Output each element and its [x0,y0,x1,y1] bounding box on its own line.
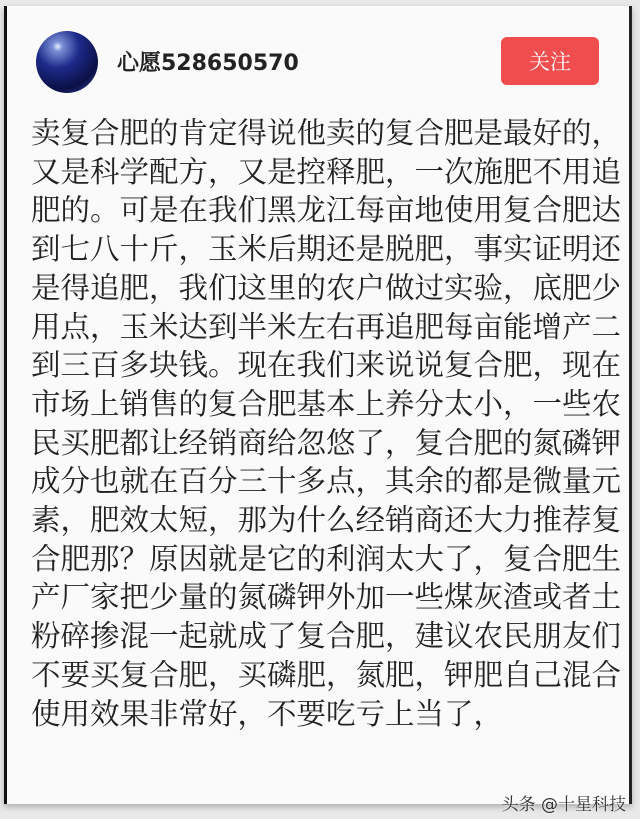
content-line: 成分也就在百分三十多点，其余的都是微量元 [31,464,622,499]
content-line: 产厂家把少量的氮磷钾外加一些煤灰渣或者土 [31,580,622,615]
post-content [31,114,622,733]
content-line: 又是科学配方，又是控释肥，一次施肥不用追 [31,154,622,189]
content-line: 合肥那？原因就是它的利润太大了，复合肥生 [31,541,622,576]
content-line: 用点，玉米达到半米左右再追肥每亩能增产二 [31,309,622,344]
content-line: 到三百多块钱。现在我们来说说复合肥，现在 [31,348,622,383]
content-line: 肥的。可是在我们黑龙江每亩地使用复合肥达 [31,193,622,228]
follow-button[interactable]: 关注 [501,37,599,85]
content-line: 到七八十斤，玉米后期还是脱肥，事实证明还 [31,232,622,267]
watermark: 头条 @十星科技 [501,795,626,815]
content-line: 使用效果非常好，不要吃亏上当了， [31,696,504,731]
content-line: 粉碎掺混一起就成了复合肥，建议农民朋友们 [31,619,622,654]
content-line: 市场上销售的复合肥基本上养分太小，一些农 [31,386,622,421]
avatar[interactable] [36,31,98,93]
content-line: 素，肥效太短，那为什么经销商还大力推荐复 [31,503,622,538]
username[interactable]: 心愿528650570 [117,51,299,76]
content-line: 民买肥都让经销商给忽悠了，复合肥的氮磷钾 [31,425,622,460]
content-line: 卖复合肥的肯定得说他卖的复合肥是最好的， [31,116,622,150]
content-line: 是得追肥，我们这里的农户做过实验，底肥少 [31,270,622,305]
post-card [4,6,632,804]
content-line: 不要买复合肥，买磷肥，氮肥，钾肥自己混合 [31,657,622,692]
